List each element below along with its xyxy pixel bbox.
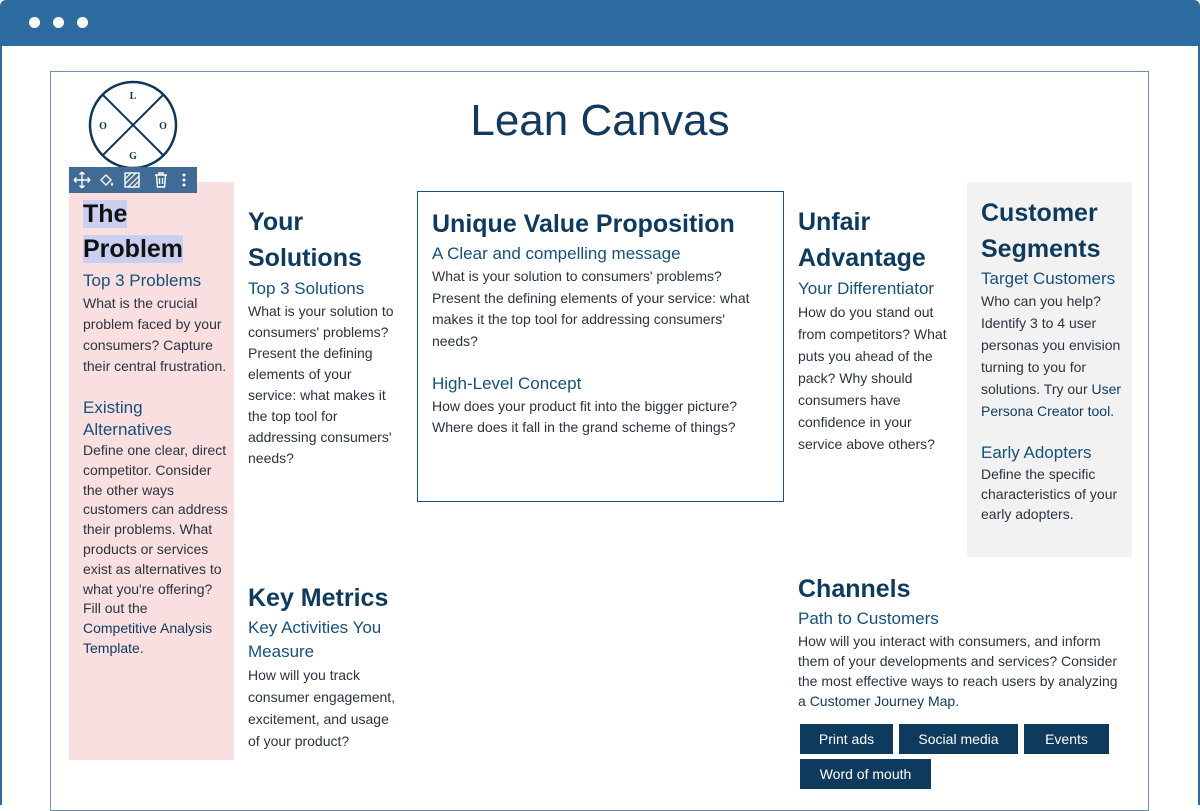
channel-chip[interactable]: Print ads xyxy=(800,724,893,754)
channel-chip[interactable]: Word of mouth xyxy=(800,759,931,789)
problem-subtitle: Top 3 Problems xyxy=(83,271,202,290)
unfair-title: Advantage xyxy=(798,244,926,272)
problem-content xyxy=(83,197,228,659)
channels-body: How will you interact with consumers, and inform them of your developments and services? Consider the most effective ways to reach users by analyzing a xyxy=(798,633,1118,709)
window-dot[interactable] xyxy=(77,17,88,28)
channels-body-end: . xyxy=(955,693,960,709)
segments-title: Segments xyxy=(981,235,1101,263)
problem-title[interactable]: Problem xyxy=(83,235,184,263)
problem-body: What is the crucial problem faced by your consumers? Capture their central frustration. xyxy=(83,295,227,374)
segments-body: Who can you help? Identify 3 to 4 user personas you envision turning to you for solutions. Try our xyxy=(981,293,1121,397)
problem-title[interactable]: The xyxy=(83,200,128,228)
unfair-advantage-section xyxy=(798,204,956,455)
move-icon[interactable] xyxy=(73,171,91,189)
unfair-title: Unfair xyxy=(798,208,871,236)
concept-body: How does your product fit into the bigger picture? Where does it fall in the grand scheme of things? xyxy=(432,398,738,435)
alternatives-body: Define one clear, direct competitor. Consider the other ways customers can address their problems. What products or services exist as alternatives to what you're offering? xyxy=(83,442,228,597)
uvp-title: Unique Value Proposition xyxy=(432,210,735,238)
channels-section xyxy=(798,571,1118,711)
fill-out-text: Fill out the xyxy=(83,600,148,617)
early-adopters-title: Early Adopters xyxy=(981,443,1092,462)
concept-title: High-Level Concept xyxy=(432,374,582,393)
solutions-title: Solutions xyxy=(248,244,362,272)
metrics-title: Key Metrics xyxy=(248,584,389,612)
paint-bucket-icon[interactable] xyxy=(98,171,116,189)
metrics-section xyxy=(248,580,403,752)
element-toolbar xyxy=(69,167,197,193)
window-dot[interactable] xyxy=(29,17,40,28)
solutions-subtitle: Top 3 Solutions xyxy=(248,279,365,298)
solutions-section xyxy=(248,204,403,469)
logo-letter: O xyxy=(99,121,107,132)
competitive-analysis-link[interactable]: Competitive Analysis Template. xyxy=(83,620,213,656)
unfair-subtitle: Your Differentiator xyxy=(798,279,935,298)
metrics-subtitle: Key Activities You Measure xyxy=(248,618,382,661)
alternatives-title: Existing Alternatives xyxy=(83,398,172,439)
customer-journey-link[interactable]: Customer Journey Map xyxy=(809,693,956,709)
uvp-body: What is your solution to consumers' problems? Present the defining elements of your service: what makes it the top tool for addressing consumers' needs? xyxy=(432,268,750,349)
early-adopters-body: Define the specific characteristics of your early adopters. xyxy=(981,466,1118,522)
solutions-title: Your xyxy=(248,208,304,236)
logo-letter: L xyxy=(129,91,137,102)
segments-content xyxy=(981,195,1126,524)
more-icon[interactable] xyxy=(175,171,193,189)
trash-icon[interactable] xyxy=(152,171,170,189)
channel-chip[interactable]: Social media xyxy=(899,724,1018,754)
logo-letter: G xyxy=(129,151,137,162)
channels-title: Channels xyxy=(798,575,911,603)
window-dot[interactable] xyxy=(53,17,64,28)
solutions-body: What is your solution to consumers' problems? Present the defining elements of your service: what makes it the top tool for addressing consumers' needs? xyxy=(248,303,394,466)
uvp-subtitle: A Clear and compelling message xyxy=(432,244,681,263)
channel-chip[interactable]: Events xyxy=(1024,724,1109,754)
page-title: Lean Canvas xyxy=(470,96,730,145)
user-persona-link[interactable]: User Persona Creator tool xyxy=(981,381,1122,419)
segments-title: Customer xyxy=(981,199,1098,227)
window-frame xyxy=(0,46,2,805)
segments-body-end: . xyxy=(1110,403,1115,419)
metrics-body: How will you track consumer engagement, excitement, and usage of your product? xyxy=(248,667,396,749)
window-titlebar xyxy=(0,0,1200,46)
pattern-icon[interactable] xyxy=(123,171,141,189)
uvp-content xyxy=(432,206,772,438)
unfair-body: How do you stand out from competitors? What puts you ahead of the pack? Why should consumers have confidence in your service above others? xyxy=(798,304,947,452)
channels-subtitle: Path to Customers xyxy=(798,609,939,628)
logo-letter: O xyxy=(159,121,167,132)
segments-subtitle: Target Customers xyxy=(981,269,1116,288)
